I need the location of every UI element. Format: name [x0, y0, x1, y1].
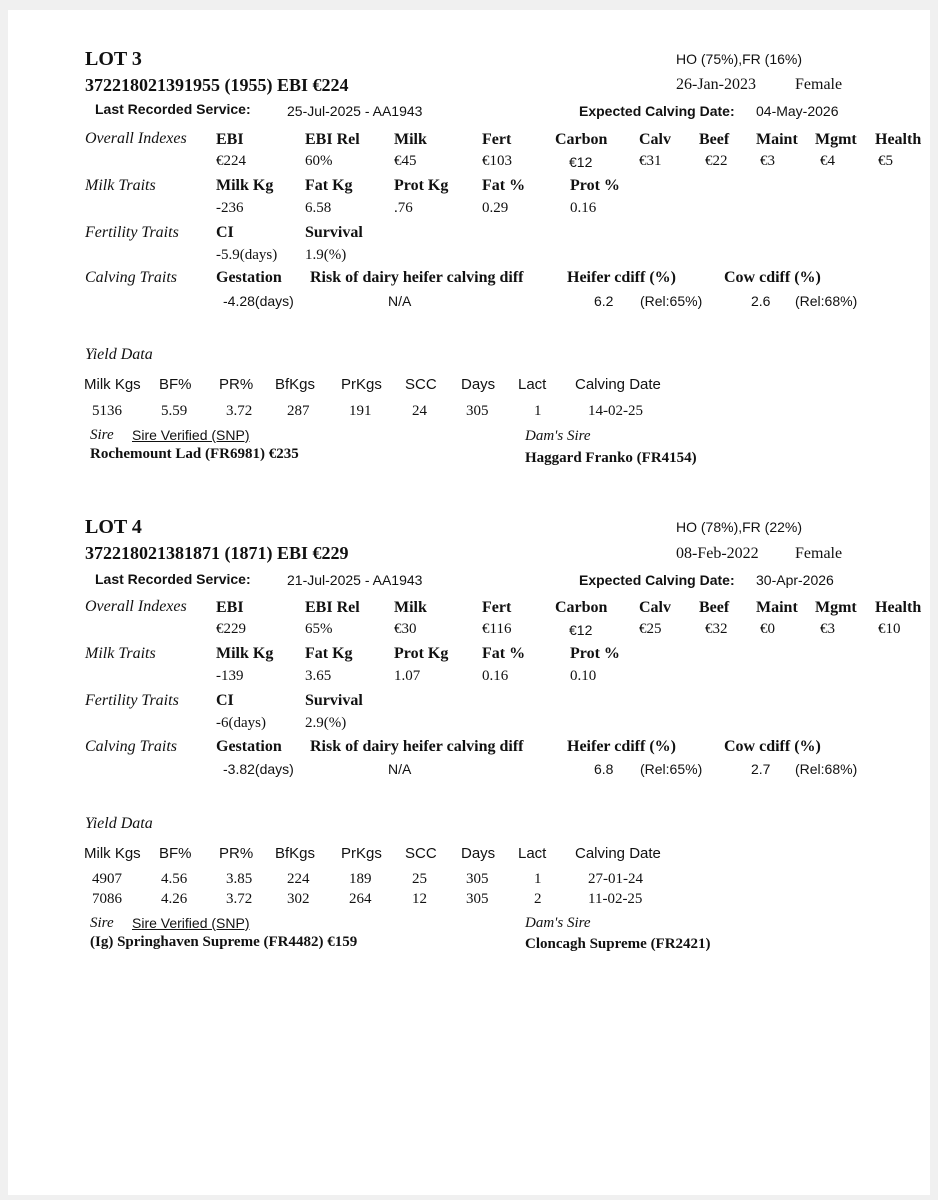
header-heifer-cdiff: Heifer cdiff (%)	[567, 738, 676, 755]
date-of-birth: 08-Feb-2022	[676, 545, 759, 562]
value-health: €10	[878, 621, 901, 637]
yield-pr-kgs: 264	[349, 891, 372, 907]
lot-title: LOT 3	[85, 48, 142, 70]
header-survival: Survival	[305, 224, 363, 241]
header-fat-pct: Fat %	[482, 177, 526, 194]
value-cow-cdiff: 2.7	[751, 761, 771, 777]
yield-lact: 2	[534, 891, 542, 907]
yield-bf-kgs: 224	[287, 871, 310, 887]
yield-days: 305	[466, 871, 489, 887]
value-carbon: €12	[569, 154, 593, 170]
yield-header-lact: Lact	[518, 845, 547, 862]
value-carbon: €12	[569, 622, 593, 638]
dam-sire-label: Dam's Sire	[525, 428, 591, 444]
header-health: Health	[875, 599, 922, 616]
header-calv: Calv	[639, 599, 671, 616]
header-beef: Beef	[699, 131, 730, 148]
header-risk-heifer: Risk of dairy heifer calving diff	[310, 738, 524, 755]
yield-pr-pct: 3.72	[226, 403, 253, 419]
lot-title: LOT 4	[85, 516, 142, 538]
date-of-birth: 26-Jan-2023	[676, 76, 756, 93]
header-mgmt: Mgmt	[815, 599, 857, 616]
yield-lact: 1	[534, 403, 542, 419]
header-cow-cdiff: Cow cdiff (%)	[724, 738, 821, 755]
value-mgmt: €3	[820, 621, 835, 637]
calving-value: 04-May-2026	[756, 103, 839, 119]
sire-name: (Ig) Springhaven Supreme (FR4482) €159	[90, 934, 358, 950]
header-ebi: EBI	[216, 599, 244, 616]
sire-verified: Sire Verified (SNP)	[132, 427, 250, 443]
yield-header-scc: SCC	[405, 845, 437, 862]
fertility-traits-label: Fertility Traits	[85, 224, 179, 241]
animal-id-line: 372218021391955 (1955) EBI €224	[85, 75, 349, 95]
header-ebi-rel: EBI Rel	[305, 131, 360, 148]
yield-header-pr-pct: PR%	[219, 845, 254, 862]
value-ebi: €224	[216, 153, 246, 169]
header-fat-pct: Fat %	[482, 645, 526, 662]
service-label: Last Recorded Service:	[95, 571, 251, 587]
value-risk-heifer: N/A	[388, 293, 412, 309]
value-fert: €103	[482, 153, 512, 169]
fertility-traits-label: Fertility Traits	[85, 692, 179, 709]
value-milk-kg: -139	[216, 668, 244, 684]
yield-header-milk-kgs: Milk Kgs	[84, 845, 141, 862]
yield-bf-kgs: 287	[287, 403, 310, 419]
yield-header-bf-pct: BF%	[159, 376, 192, 393]
sex: Female	[795, 76, 843, 93]
yield-milk-kgs: 5136	[92, 403, 122, 419]
value-beef: €22	[705, 153, 728, 169]
yield-header-lact: Lact	[518, 376, 547, 393]
header-prot-pct: Prot %	[570, 177, 620, 194]
yield-header-days: Days	[461, 845, 496, 862]
value-prot-pct: 0.16	[570, 200, 597, 216]
value-ci: -5.9(days)	[216, 247, 278, 263]
yield-pr-kgs: 189	[349, 871, 372, 887]
value-prot-kg: 1.07	[394, 668, 421, 684]
header-ebi-rel: EBI Rel	[305, 599, 360, 616]
value-milk-kg: -236	[216, 200, 244, 216]
value-fat-pct: 0.29	[482, 200, 509, 216]
header-beef: Beef	[699, 599, 730, 616]
header-fat-kg: Fat Kg	[305, 645, 353, 662]
header-prot-pct: Prot %	[570, 645, 620, 662]
header-maint: Maint	[756, 599, 798, 616]
header-mgmt: Mgmt	[815, 131, 857, 148]
header-prot-kg: Prot Kg	[394, 177, 449, 194]
header-cow-cdiff: Cow cdiff (%)	[724, 269, 821, 286]
value-ci: -6(days)	[216, 715, 266, 731]
yield-calving-date: 14-02-25	[588, 403, 643, 419]
yield-bf-pct: 4.56	[161, 871, 188, 887]
yield-calving-date: 27-01-24	[588, 871, 643, 887]
header-fert: Fert	[482, 131, 512, 148]
value-cow-cdiff: 2.6	[751, 293, 771, 309]
value-health: €5	[878, 153, 893, 169]
value-fat-kg: 3.65	[305, 668, 332, 684]
milk-traits-label: Milk Traits	[85, 177, 156, 194]
yield-header-bf-pct: BF%	[159, 845, 192, 862]
yield-header-pr-kgs: PrKgs	[341, 845, 382, 862]
value-heifer-rel: (Rel:65%)	[640, 293, 703, 309]
value-calv: €25	[639, 621, 662, 637]
value-heifer-rel: (Rel:65%)	[640, 761, 703, 777]
value-milk: €30	[394, 621, 417, 637]
header-ci: CI	[216, 224, 234, 241]
sex: Female	[795, 545, 843, 562]
sire-verified: Sire Verified (SNP)	[132, 915, 250, 931]
header-maint: Maint	[756, 131, 798, 148]
value-prot-kg: .76	[394, 200, 413, 216]
yield-header-pr-kgs: PrKgs	[341, 376, 382, 393]
header-milk: Milk	[394, 599, 427, 616]
value-milk: €45	[394, 153, 417, 169]
yield-header-bf-kgs: BfKgs	[275, 376, 316, 393]
overall-indexes-label: Overall Indexes	[85, 130, 187, 147]
header-fert: Fert	[482, 599, 512, 616]
header-gestation: Gestation	[216, 738, 282, 755]
calving-traits-label: Calving Traits	[85, 269, 178, 286]
header-fat-kg: Fat Kg	[305, 177, 353, 194]
yield-header-calving-date: Calving Date	[575, 376, 661, 393]
yield-bf-pct: 4.26	[161, 891, 188, 907]
service-value: 21-Jul-2025 - AA1943	[287, 572, 423, 588]
yield-pr-kgs: 191	[349, 403, 372, 419]
value-ebi-rel: 60%	[305, 153, 333, 169]
yield-scc: 24	[412, 403, 427, 419]
header-survival: Survival	[305, 692, 363, 709]
service-label: Last Recorded Service:	[95, 101, 251, 117]
yield-milk-kgs: 7086	[92, 891, 122, 907]
value-beef: €32	[705, 621, 728, 637]
service-value: 25-Jul-2025 - AA1943	[287, 103, 423, 119]
yield-calving-date: 11-02-25	[588, 891, 643, 907]
dam-sire-label: Dam's Sire	[525, 915, 591, 931]
yield-days: 305	[466, 403, 489, 419]
header-gestation: Gestation	[216, 269, 282, 286]
overall-indexes-label: Overall Indexes	[85, 598, 187, 615]
dam-sire-name: Haggard Franko (FR4154)	[525, 450, 697, 466]
header-heifer-cdiff: Heifer cdiff (%)	[567, 269, 676, 286]
value-maint: €0	[760, 621, 775, 637]
value-heifer-cdiff: 6.2	[594, 293, 614, 309]
value-cow-rel: (Rel:68%)	[795, 293, 858, 309]
value-ebi: €229	[216, 621, 246, 637]
value-prot-pct: 0.10	[570, 668, 597, 684]
yield-header-scc: SCC	[405, 376, 437, 393]
yield-bf-kgs: 302	[287, 891, 310, 907]
dam-sire-name: Cloncagh Supreme (FR2421)	[525, 936, 711, 952]
value-fert: €116	[482, 621, 512, 637]
value-calv: €31	[639, 153, 662, 169]
value-ebi-rel: 65%	[305, 621, 333, 637]
header-prot-kg: Prot Kg	[394, 645, 449, 662]
header-health: Health	[875, 131, 922, 148]
header-milk: Milk	[394, 131, 427, 148]
header-ebi: EBI	[216, 131, 244, 148]
value-cow-rel: (Rel:68%)	[795, 761, 858, 777]
header-carbon: Carbon	[555, 131, 608, 148]
header-milk-kg: Milk Kg	[216, 177, 274, 194]
calving-value: 30-Apr-2026	[756, 572, 834, 588]
calving-traits-label: Calving Traits	[85, 738, 178, 755]
value-gestation: -3.82(days)	[223, 761, 294, 777]
calving-label: Expected Calving Date:	[579, 103, 735, 119]
value-mgmt: €4	[820, 153, 835, 169]
sire-label: Sire	[90, 915, 114, 931]
yield-pr-pct: 3.85	[226, 871, 253, 887]
animal-id-line: 372218021381871 (1871) EBI €229	[85, 543, 349, 563]
yield-scc: 12	[412, 891, 427, 907]
yield-days: 305	[466, 891, 489, 907]
header-milk-kg: Milk Kg	[216, 645, 274, 662]
sire-label: Sire	[90, 427, 114, 443]
yield-scc: 25	[412, 871, 427, 887]
yield-lact: 1	[534, 871, 542, 887]
yield-pr-pct: 3.72	[226, 891, 253, 907]
yield-data-label: Yield Data	[85, 815, 153, 832]
value-fat-kg: 6.58	[305, 200, 332, 216]
yield-header-milk-kgs: Milk Kgs	[84, 376, 141, 393]
value-survival: 2.9(%)	[305, 715, 347, 731]
header-carbon: Carbon	[555, 599, 608, 616]
yield-data-label: Yield Data	[85, 346, 153, 363]
yield-header-days: Days	[461, 376, 496, 393]
yield-header-bf-kgs: BfKgs	[275, 845, 316, 862]
milk-traits-label: Milk Traits	[85, 645, 156, 662]
yield-header-calving-date: Calving Date	[575, 845, 661, 862]
breed-composition: HO (75%),FR (16%)	[676, 51, 803, 67]
header-risk-heifer: Risk of dairy heifer calving diff	[310, 269, 524, 286]
value-survival: 1.9(%)	[305, 247, 347, 263]
yield-milk-kgs: 4907	[92, 871, 122, 887]
breed-composition: HO (78%),FR (22%)	[676, 519, 803, 535]
value-gestation: -4.28(days)	[223, 293, 294, 309]
header-ci: CI	[216, 692, 234, 709]
calving-label: Expected Calving Date:	[579, 572, 735, 588]
value-heifer-cdiff: 6.8	[594, 761, 614, 777]
value-maint: €3	[760, 153, 775, 169]
header-calv: Calv	[639, 131, 671, 148]
value-fat-pct: 0.16	[482, 668, 509, 684]
value-risk-heifer: N/A	[388, 761, 412, 777]
yield-bf-pct: 5.59	[161, 403, 188, 419]
sire-name: Rochemount Lad (FR6981) €235	[90, 446, 299, 462]
yield-header-pr-pct: PR%	[219, 376, 254, 393]
document-page	[8, 10, 930, 1195]
